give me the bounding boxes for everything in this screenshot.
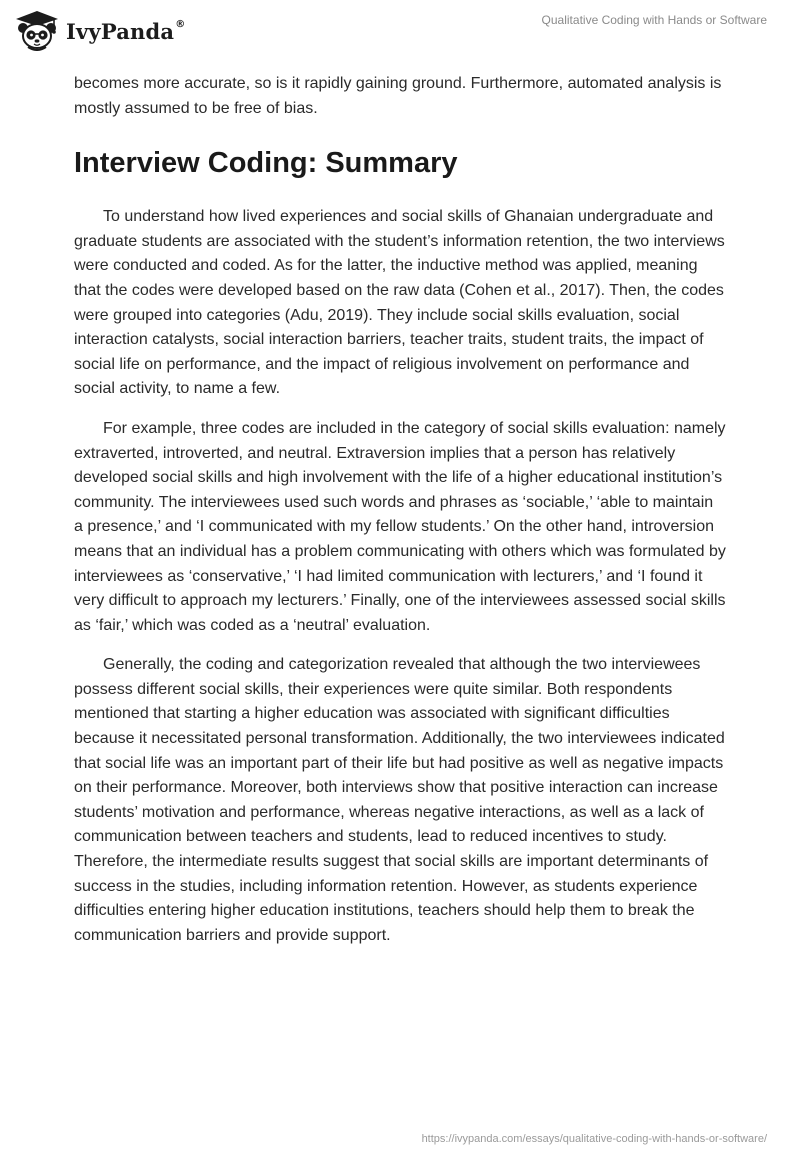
page-header bbox=[0, 0, 800, 70]
article-body bbox=[74, 72, 726, 948]
paragraph-1: To understand how lived experiences and social skills of Ghanaian undergraduate and graduate students are associated with the student’s information retention, the two interviews were conducted and coded. As for the latter, the inductive method was applied, meaning that the codes were developed based on the raw data (Cohen et al., 2017). Then, the codes were grouped into categories (Adu, 2019). They include social skills evaluation, social interaction catalysts, social interaction barriers, teacher traits, student traits, the impact of social life on performance, and the impact of religious involvement on performance and social activity, to name a few. bbox=[74, 208, 725, 398]
registered-mark: ® bbox=[175, 18, 186, 30]
paragraph-3: Generally, the coding and categorization revealed that although the two interviewees possess different social skills, their experiences were quite similar. Both respondents mentioned that starting a higher education was associated with significant difficulties because it necessitated personal transformation. Additionally, the two interviewees indicated that social life was an important part of their life but had positive as well as negative impacts on their performance. Moreover, both interviews show that positive interaction can increase students’ motivation and performance, whereas negative interactions, as well as a lack of communication between teachers and students, lead to reduced incentives to study. Therefore, the intermediate results suggest that social skills are important determinants of success in the studies, including information retention. However, as students experience difficulties entering higher education institutions, teachers should help them to break the communication barriers and provide support. bbox=[74, 656, 725, 944]
logo-text: IvyPanda® bbox=[66, 18, 186, 44]
document-title: Qualitative Coding with Hands or Software bbox=[541, 13, 767, 27]
lead-paragraph: becomes more accurate, so is it rapidly gaining ground. Furthermore, automated analysis is mostly assumed to be free of bias. bbox=[74, 75, 722, 117]
panda-graduate-icon bbox=[14, 9, 60, 51]
paragraph-2: For example, three codes are included in the category of social skills evaluation: namely extraverted, introverted, and neutral. Extraversion implies that a person has relatively developed social skills and high involvement with the life of a higher educational institution’s community. The interviewees used such words and phrases as ‘sociable,’ ‘able to maintain a presence,’ and ‘I communicated with my fellow students.’ On the other hand, introversion means that an individual has a problem communicating with others which was formulated by interviewees as ‘conservative,’ ‘I had limited communication with lecturers,’ and ‘I found it very difficult to approach my lecturers.’ Finally, one of the interviewees assessed social skills as ‘fair,’ which was coded as a ‘neutral’ evaluation. bbox=[74, 419, 726, 634]
ivypanda-logo[interactable] bbox=[14, 9, 185, 51]
section-heading: Interview Coding: Summary bbox=[74, 147, 458, 180]
footer-url-link[interactable]: https://ivypanda.com/essays/qualitative-coding-with-hands-or-software/ bbox=[421, 1133, 767, 1145]
